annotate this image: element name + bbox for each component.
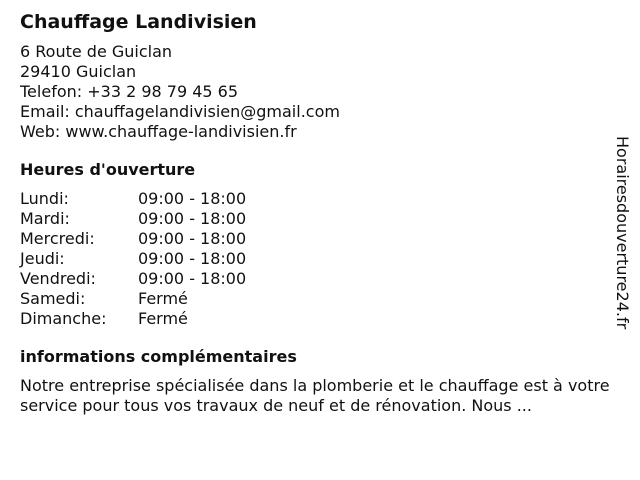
opening-hours-heading: Heures d'ouverture	[20, 160, 196, 179]
hours-row-mercredi	[20, 229, 620, 249]
hours-time: 09:00 - 18:00	[138, 249, 247, 268]
contact-block	[20, 42, 620, 142]
hours-row-mardi	[20, 209, 620, 229]
hours-day: Lundi:	[20, 189, 69, 208]
additional-info-text: Notre entreprise spécialisée dans la plomberie et le chauffage est à votre service pour tous vos travaux de neuf et de rénovation. Nous ...	[20, 376, 610, 415]
hours-day: Jeudi:	[20, 249, 65, 268]
hours-row-dimanche	[20, 309, 620, 329]
hours-row-vendredi	[20, 269, 620, 289]
hours-row-jeudi	[20, 249, 620, 269]
hours-time: 09:00 - 18:00	[138, 209, 247, 228]
additional-info-heading: informations complémentaires	[20, 347, 297, 366]
hours-day: Vendredi:	[20, 269, 96, 288]
business-name: Chauffage Landivisien	[20, 11, 257, 33]
opening-hours-table	[20, 189, 620, 329]
address-street: 6 Route de Guiclan	[20, 42, 173, 61]
hours-time: 09:00 - 18:00	[138, 269, 247, 288]
hours-day: Dimanche:	[20, 309, 107, 328]
hours-row-samedi	[20, 289, 620, 309]
hours-day: Mercredi:	[20, 229, 95, 248]
hours-time: Fermé	[138, 289, 188, 308]
phone-text: Telefon: +33 2 98 79 45 65	[20, 82, 239, 101]
website-text: Web: www.chauffage-landivisien.fr	[20, 122, 297, 141]
hours-time: 09:00 - 18:00	[138, 229, 247, 248]
business-card	[20, 10, 620, 416]
hours-time: Fermé	[138, 309, 188, 328]
hours-day: Mardi:	[20, 209, 70, 228]
address-city: 29410 Guiclan	[20, 62, 137, 81]
hours-day: Samedi:	[20, 289, 86, 308]
hours-row-lundi	[20, 189, 620, 209]
site-watermark: Horairesdouverture24.fr	[613, 136, 632, 330]
email-text: Email: chauffagelandivisien@gmail.com	[20, 102, 340, 121]
hours-time: 09:00 - 18:00	[138, 189, 247, 208]
